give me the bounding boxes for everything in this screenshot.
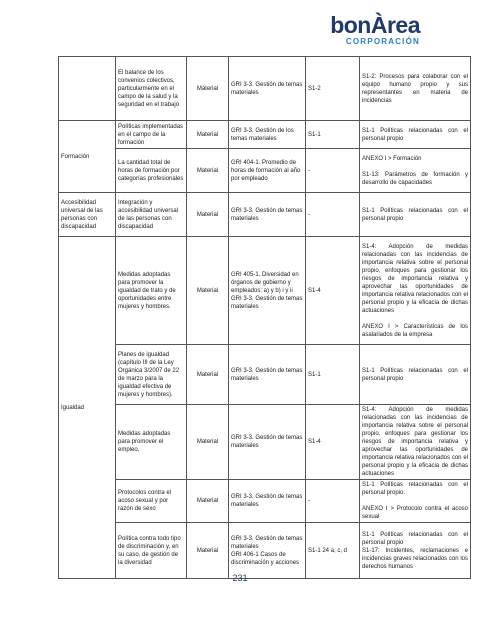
esrs-reference-cell: - [306, 480, 360, 523]
gri-standard-cell: GRI 3-3. Gestión de temas materiales [229, 57, 306, 121]
requirement-cell: Política contra todo tipo de discriminación y, en su caso, de gestión de la diversidad [116, 523, 187, 579]
table-row [59, 121, 471, 149]
gri-standard-cell: GRI 3-3. Gestión de temas materiales [229, 345, 306, 405]
logo-wordmark: bonÀrea [330, 12, 420, 38]
gri-standard-cell: GRI 3-3. Gestión de temas materiales [229, 405, 306, 480]
requirement-cell: La cantidad total de horas de formación por categorías profesionales [116, 149, 187, 193]
materiality-cell: Material [187, 405, 229, 480]
content-location-cell: S1-2: Procesos para colaborar con el equipo humano propio y sus representantes en materia de incidencias [360, 57, 471, 121]
gri-standard-cell: GRI 405-1. Diversidad en órganos de gobierno y empleados: a) y b) i y ii GRI 3-3. Gestión de temas materiales [229, 237, 306, 345]
requirement-cell: Protocolos contra el acoso sexual y por razón de sexo [116, 480, 187, 523]
requirement-cell: Políticas implementadas en el campo de la formación [116, 121, 187, 149]
esrs-reference-cell: S1-1 [306, 345, 360, 405]
materiality-cell: Material [187, 523, 229, 579]
esrs-reference-cell: - [306, 193, 360, 237]
table-row [59, 345, 471, 405]
page-number: 231 [232, 573, 248, 583]
requirement-cell: Medidas adoptadas para promover la igualdad de trato y de oportunidades entre mujeres y hombres. [116, 237, 187, 345]
content-location-cell: S1-1 Políticas relacionadas con el personal propio. ANEXO I > Protocolo contra el acoso sexual [360, 480, 471, 523]
gri-index-table [58, 56, 471, 579]
content-location-cell: ANEXO I > Formación S1-13: Parámetros de formación y desarrollo de capacidades [360, 149, 471, 193]
esrs-reference-cell: S1-2 [306, 57, 360, 121]
esrs-reference-cell: S1-4 [306, 405, 360, 480]
esrs-reference-cell: S1-1 24 a, c, d [306, 523, 360, 579]
content-location-cell: S1-1 Políticas relacionadas con el personal propio [360, 193, 471, 237]
content-location-cell: S1-1 Políticas relacionadas con el personal propio [360, 121, 471, 149]
table-row [59, 57, 471, 121]
materiality-cell: Material [187, 237, 229, 345]
gri-standard-cell: GRI 404-1. Promedio de horas de formación al año por empleado [229, 149, 306, 193]
topic-cell-formacion: Formación [59, 121, 116, 193]
content-location-cell: S1-1 Políticas relacionadas con el personal propio S1-17: Incidentes, reclamaciones e incidencias graves relacionados con los derechos humanos [360, 523, 471, 579]
materiality-cell: Material [187, 149, 229, 193]
table-row [59, 237, 471, 345]
materiality-cell: Material [187, 480, 229, 523]
gri-standard-cell: GRI 3-3. Gestión de los temas materiales [229, 121, 306, 149]
table-row [59, 480, 471, 523]
materiality-cell: Material [187, 57, 229, 121]
bonarea-logo [330, 14, 420, 46]
esrs-reference-cell: - [306, 149, 360, 193]
gri-standard-cell: GRI 3-3. Gestión de temas materiales [229, 193, 306, 237]
topic-cell-igualdad: Igualdad [59, 237, 116, 579]
topic-cell [59, 57, 116, 121]
table-row [59, 523, 471, 579]
esrs-reference-cell: S1-4 [306, 237, 360, 345]
requirement-cell: Integración y accesibilidad universal de las personas con discapacidad [116, 193, 187, 237]
materiality-cell: Material [187, 193, 229, 237]
materiality-cell: Material [187, 121, 229, 149]
topic-cell-accesibilidad: Accesibilidad universal de las personas con discapacidad [59, 193, 116, 237]
content-location-cell: S1-1 Políticas relacionadas con el personal propio [360, 345, 471, 405]
gri-standard-cell: GRI 3-3. Gestión de temas materiales GRI 406-1 Casos de discriminación y acciones [229, 523, 306, 579]
esrs-reference-cell: S1-1 [306, 121, 360, 149]
requirement-cell: Planes de igualdad (capítulo III de la Ley Orgánica 3/2007 de 22 de marzo para la igualdad efectiva de mujeres y hombres). [116, 345, 187, 405]
materiality-cell: Material [187, 345, 229, 405]
requirement-cell: Medidas adoptadas para promover el empleo. [116, 405, 187, 480]
content-location-cell: S1-4: Adopción de medidas relacionadas con las incidencias de importancia relativa sobre el personal propio, enfoques para gestionar los riesgos de importancia relativa y aprovechar las oportunidades de importancia relativa relacionados con el personal propio y la eficacia de dichas actuaciones [360, 405, 471, 480]
gri-standard-cell: GRI 3-3. Gestión de temas materiales [229, 480, 306, 523]
table-row [59, 193, 471, 237]
table-row [59, 405, 471, 480]
requirement-cell: El balance de los convenios colectivos, particularmente en el campo de la salud y la seguridad en el trabajo [116, 57, 187, 121]
content-location-cell: S1-4: Adopción de medidas relacionadas con las incidencias de importancia relativa sobre el personal propio, enfoques para gestionar los riesgos de importancia relativa y aprovechar las oportunidades de importancia relativa relacionados con el personal propio y la eficacia de dichas actuaciones ANEXO I > Características de los asalariados de la empresa [360, 237, 471, 345]
logo-subtitle: CORPORACIÓN [345, 37, 420, 46]
table-row [59, 149, 471, 193]
